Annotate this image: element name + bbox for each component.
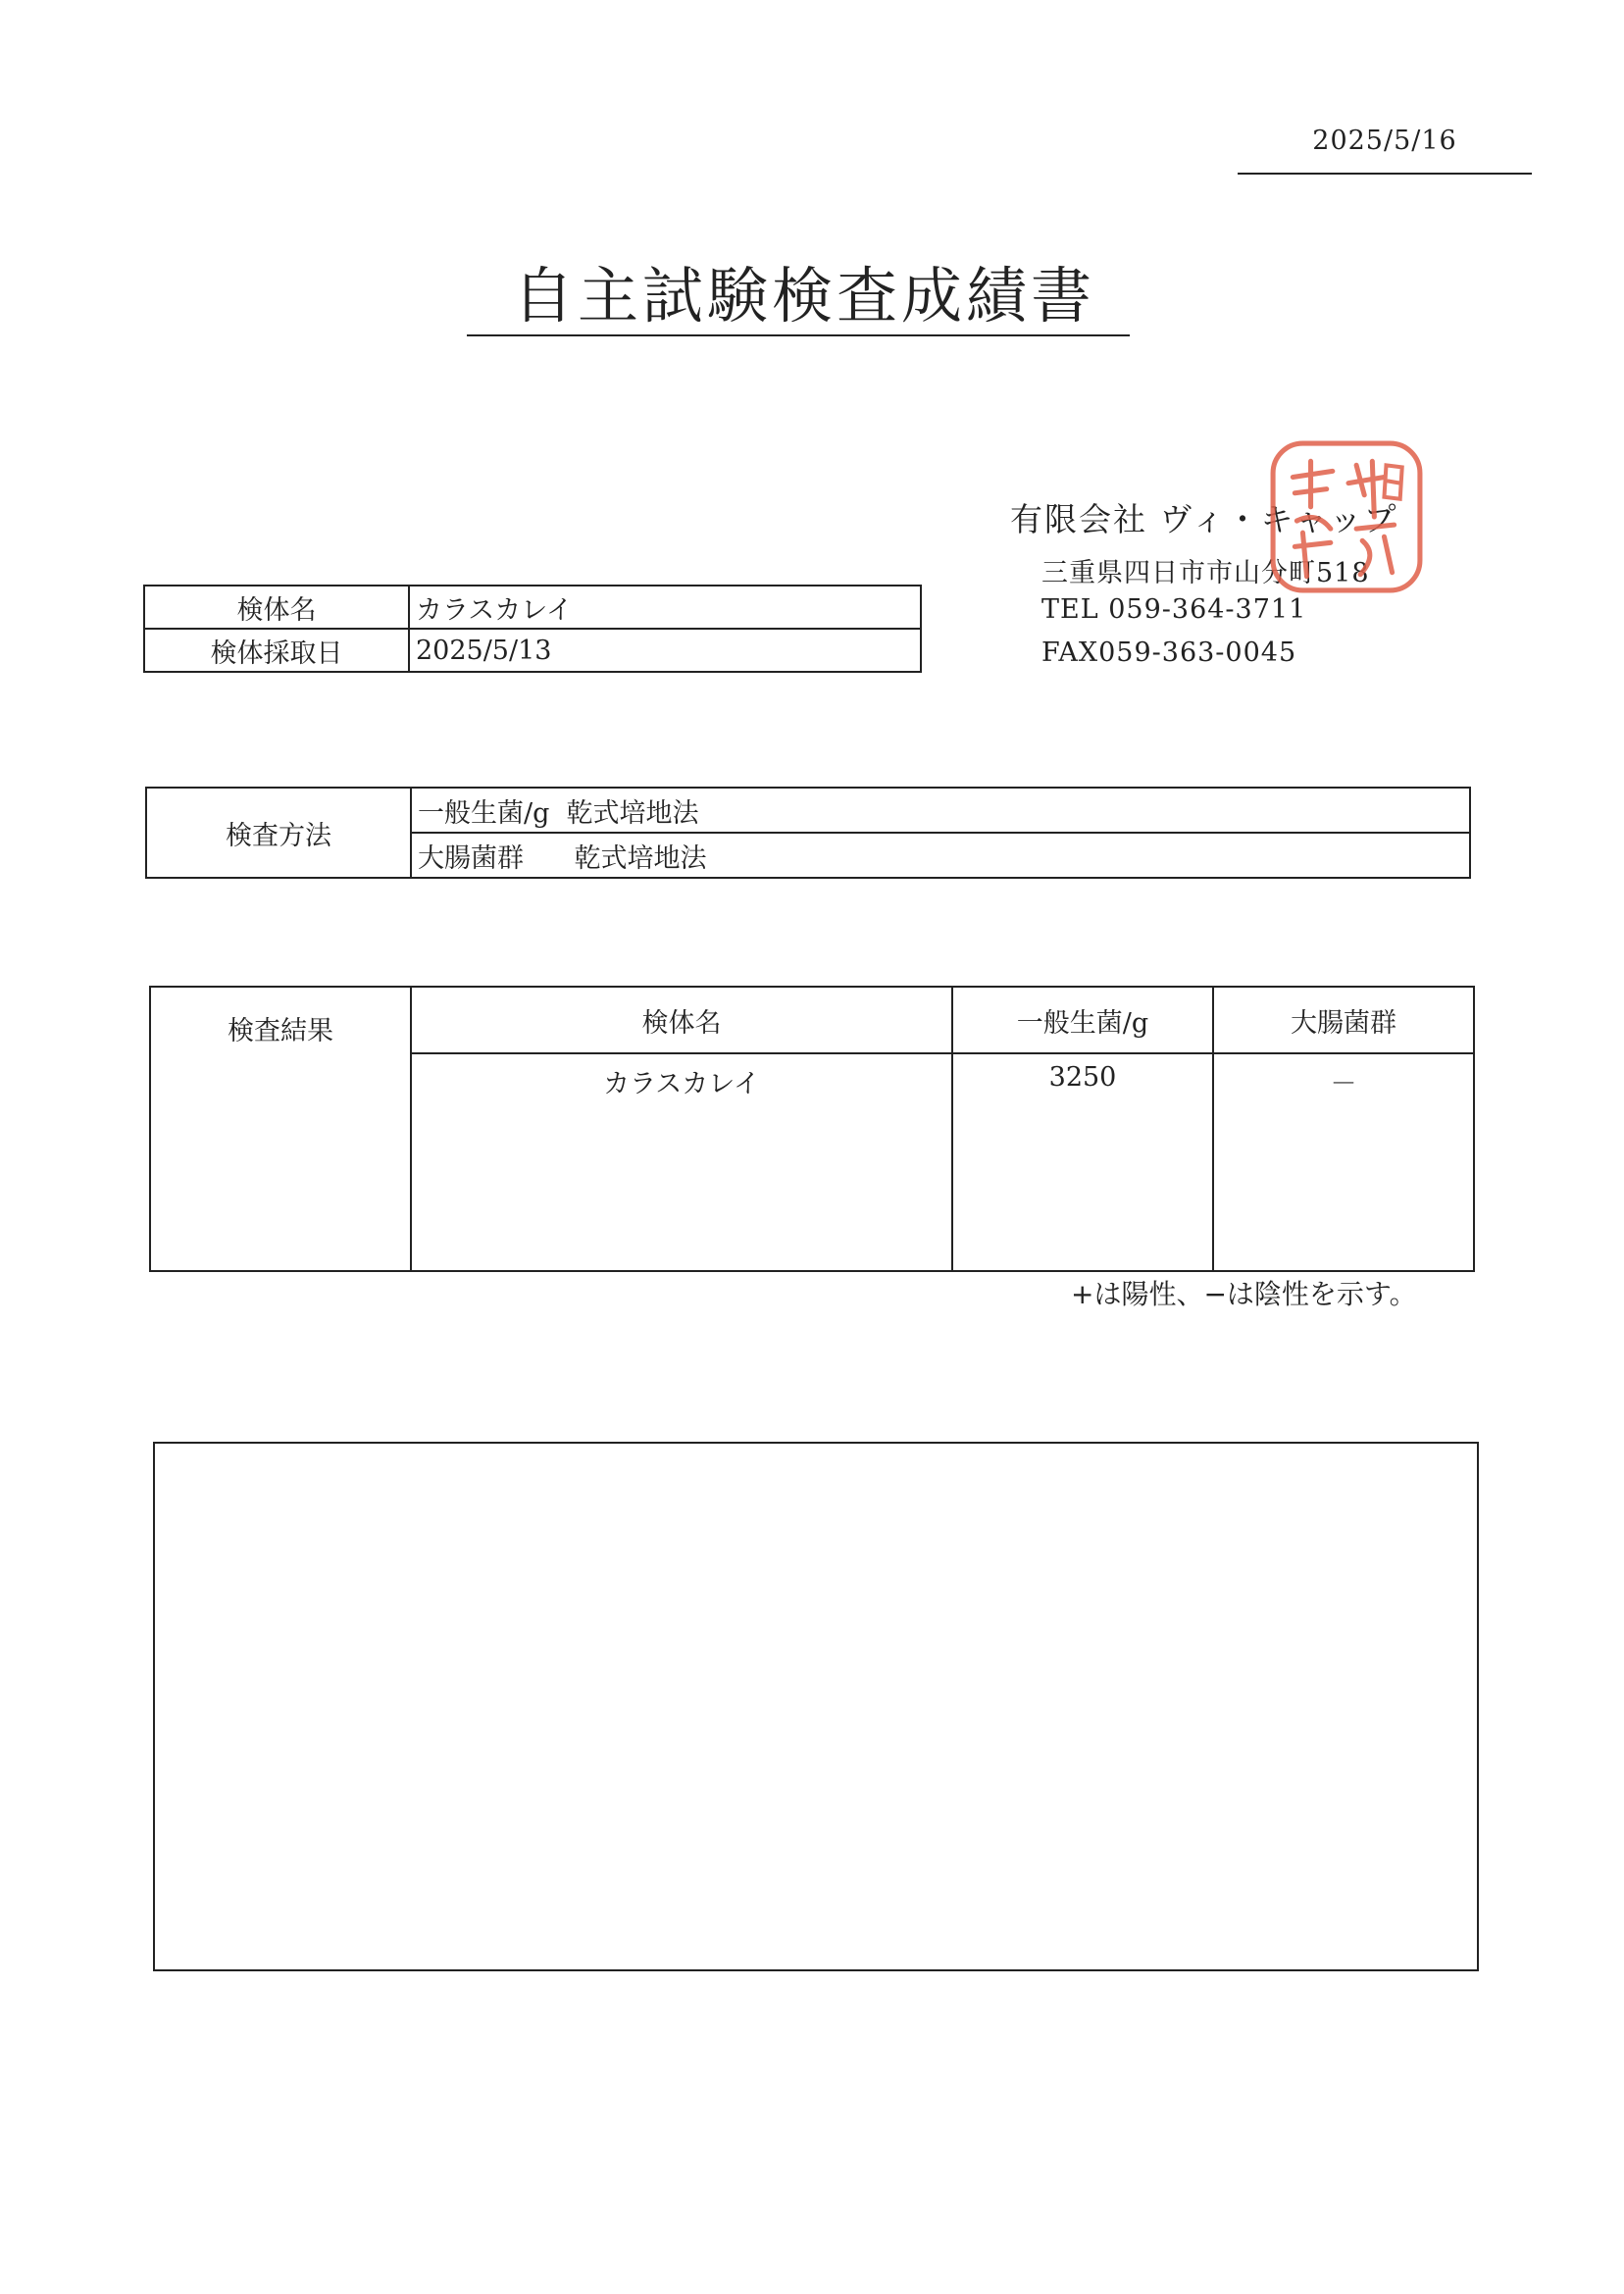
seal-stroke [1293, 461, 1333, 576]
method-row: 一般生菌/g 乾式培地法 [411, 788, 1470, 833]
result-general-bacteria: 3250 [952, 1053, 1213, 1271]
result-legend: +は陽性、−は陰性を示す。 [1071, 1278, 1417, 1310]
column-header-sample: 検体名 [411, 987, 952, 1053]
table-row [144, 629, 921, 672]
company-tel: TEL 059-364-3711 [1041, 594, 1307, 625]
column-header-coliform: 大腸菌群 [1213, 987, 1474, 1053]
remarks-box [153, 1442, 1479, 1971]
company-name: 有限会社 ヴィ・キャップ [1010, 500, 1398, 538]
results-table [149, 986, 1475, 1272]
method-row: 大腸菌群 乾式培地法 [411, 833, 1470, 878]
result-sample-name: カラスカレイ [411, 1053, 952, 1271]
page-title: 自主試験検査成績書 [512, 260, 1095, 331]
issue-date: 2025/5/16 [1312, 126, 1457, 156]
sample-date-label: 検体採取日 [144, 629, 409, 672]
column-header-general-bacteria: 一般生菌/g [952, 987, 1213, 1053]
company-fax: FAX059-363-0045 [1041, 637, 1297, 668]
company-seal-stamp [1267, 437, 1426, 596]
sample-date-value: 2025/5/13 [409, 629, 921, 672]
result-coliform: － [1213, 1053, 1474, 1271]
title-underline [467, 334, 1130, 336]
method-table [145, 787, 1471, 879]
sample-table [143, 585, 922, 673]
table-header-row [150, 987, 1474, 1053]
sample-name-label: 検体名 [144, 586, 409, 629]
results-label: 検査結果 [150, 987, 411, 1271]
table-row [146, 788, 1470, 833]
issue-date-underline [1238, 173, 1532, 175]
company-address: 三重県四日市市山分町518 [1041, 558, 1370, 588]
sample-name-value: カラスカレイ [409, 586, 921, 629]
method-label: 検査方法 [146, 788, 411, 878]
seal-stroke [1384, 465, 1401, 498]
table-row [144, 586, 921, 629]
